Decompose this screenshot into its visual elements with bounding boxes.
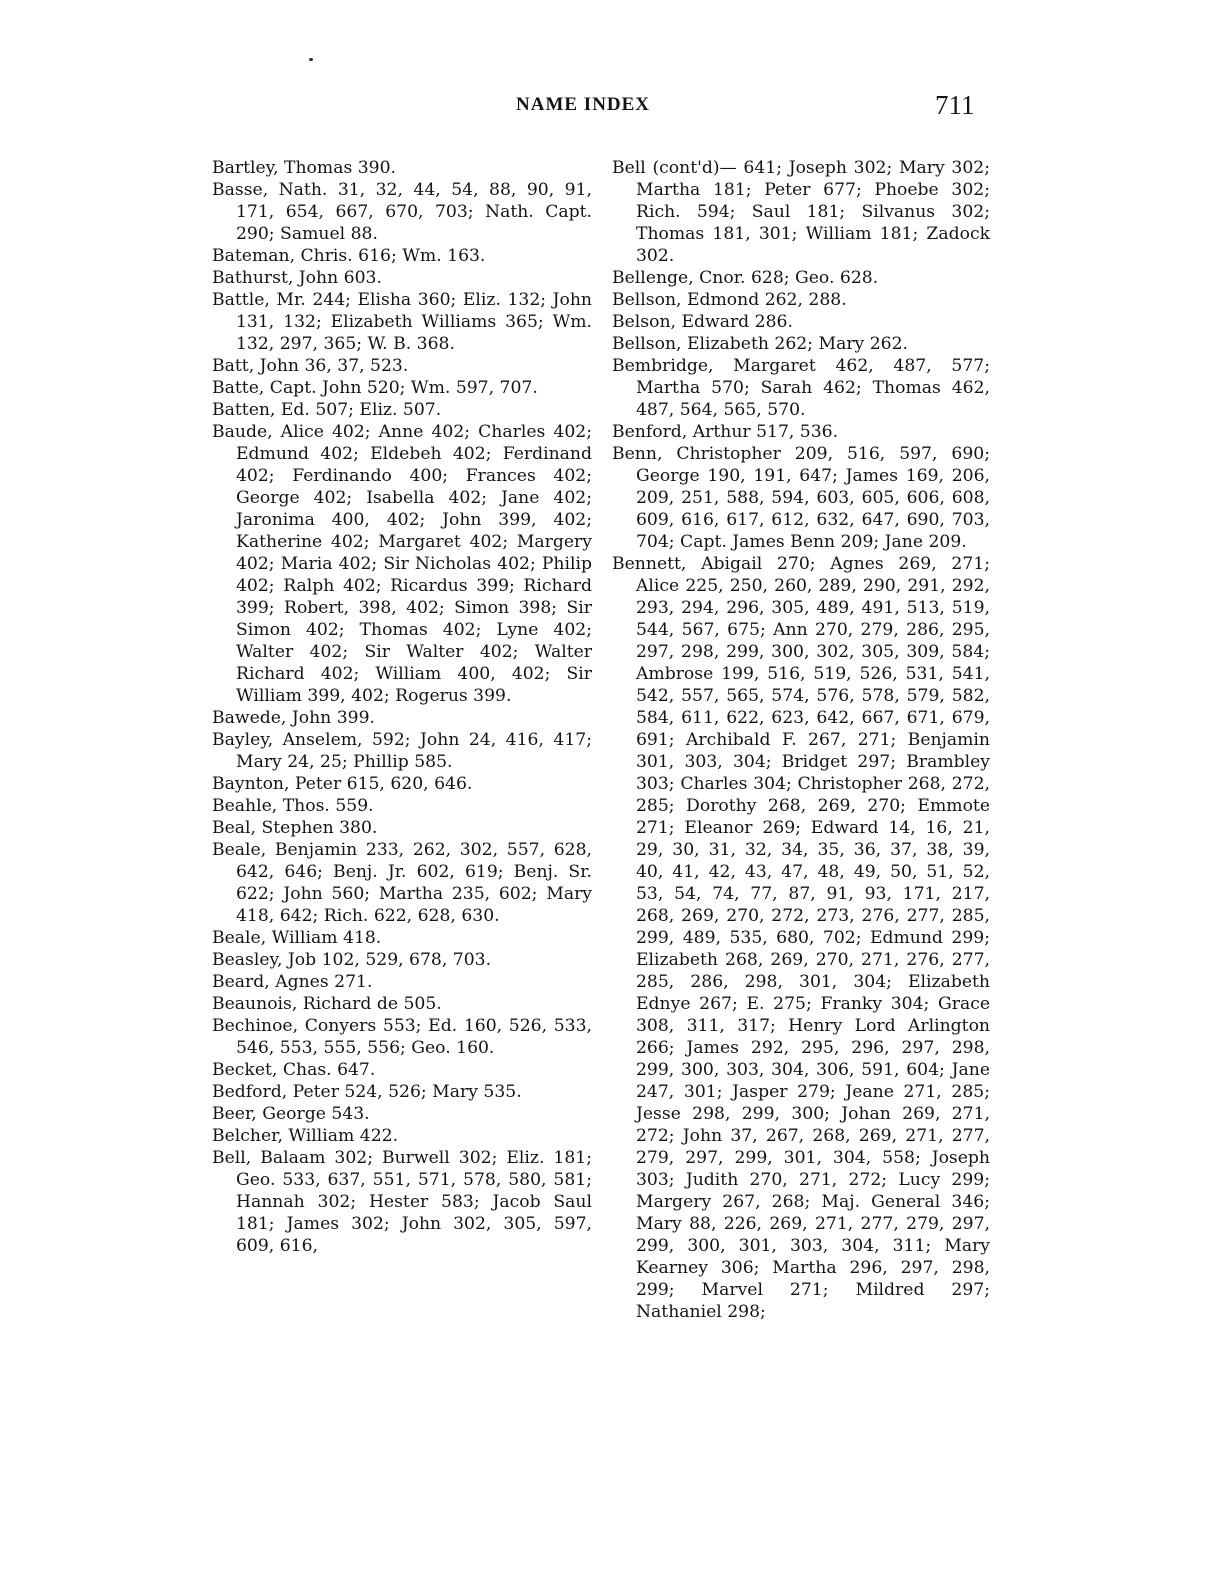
index-entry: Becket, Chas. 647. [212, 1060, 376, 1080]
right-index-column [612, 157, 990, 1323]
index-entry: Bechinoe, Conyers 553; Ed. 160, 526, 533, 546, 553, 555, 556; Geo. 160. [212, 1016, 592, 1058]
index-entry: Baynton, Peter 615, 620, 646. [212, 774, 473, 794]
index-entry: Beale, William 418. [212, 928, 382, 948]
index-entry: Bateman, Chris. 616; Wm. 163. [212, 246, 486, 266]
index-entry: Battle, Mr. 244; Elisha 360; Eliz. 132; John 131, 132; Elizabeth Williams 365; Wm. 132, 297, 365; W. B. 368. [212, 290, 592, 354]
index-entry: Belcher, William 422. [212, 1126, 399, 1146]
index-entry: Bawede, John 399. [212, 708, 375, 728]
index-entry: Bellson, Elizabeth 262; Mary 262. [612, 334, 908, 354]
index-entry: Bayley, Anselem, 592; John 24, 416, 417; Mary 24, 25; Phillip 585. [212, 730, 592, 772]
index-entry: Beard, Agnes 271. [212, 972, 373, 992]
index-entry: Bartley, Thomas 390. [212, 158, 397, 178]
index-entry: Bennett, Abigail 270; Agnes 269, 271; Alice 225, 250, 260, 289, 290, 291, 292, 293, 294, 296, 305, 489, 491, 513, 519, 544, 567, 675; Ann 270, 279, 286, 295, 297, 298, 299, 300, 302, 305, 309, 584; Ambrose 199, 516, 519, 526, 531, 541, 542, 557, 565, 574, 576, 578, 579, 582, 584, 611, 622, 623, 642, 667, 671, 679, 691; Archibald F. 267, 271; Benjamin 301, 303, 304; Bridget 297; Brambley 303; Charles 304; Christopher 268, 272, 285; Dorothy 268, 269, 270; Emmote 271; Eleanor 269; Edward 14, 16, 21, 29, 30, 31, 32, 34, 35, 36, 37, 38, 39, 40, 41, 42, 43, 47, 48, 49, 50, 51, 52, 53, 54, 74, 77, 87, 91, 93, 171, 217, 268, 269, 270, 272, 273, 276, 277, 285, 299, 489, 535, 680, 702; Edmund 299; Elizabeth 268, 269, 270, 271, 276, 277, 285, 286, 298, 301, 304; Elizabeth Ednye 267; E. 275; Franky 304; Grace 308, 311, 317; Henry Lord Arlington 266; James 292, 295, 296, 297, 298, 299, 300, 303, 304, 306, 591, 604; Jane 247, 301; Jasper 279; Jeane 271, 285; Jesse 298, 299, 300; Johan 269, 271, 272; John 37, 267, 268, 269, 271, 277, 279, 297, 299, 301, 304, 558; Joseph 303; Judith 270, 271, 272; Lucy 299; Margery 267, 268; Maj. General 346; Mary 88, 226, 269, 271, 277, 279, 297, 299, 300, 301, 303, 304, 311; Mary Kearney 306; Martha 296, 297, 298, 299; Marvel 271; Mildred 297; Nathaniel 298; [612, 554, 990, 1322]
index-entry: Beer, George 543. [212, 1104, 370, 1124]
index-entry: Batten, Ed. 507; Eliz. 507. [212, 400, 442, 420]
index-entry: Beasley, Job 102, 529, 678, 703. [212, 950, 492, 970]
index-entry: Batte, Capt. John 520; Wm. 597, 707. [212, 378, 538, 398]
page-number: 711 [935, 90, 975, 120]
index-entry: Bembridge, Margaret 462, 487, 577; Martha 570; Sarah 462; Thomas 462, 487, 564, 565, 570. [612, 356, 990, 420]
index-entry: Bellson, Edmond 262, 288. [612, 290, 847, 310]
running-title: NAME INDEX [516, 94, 651, 115]
index-entry: Bell (cont'd)— 641; Joseph 302; Mary 302; Martha 181; Peter 677; Phoebe 302; Rich. 594; Saul 181; Silvanus 302; Thomas 181, 301; William 181; Zadock 302. [612, 158, 990, 266]
print-speck [309, 58, 313, 61]
index-entry: Beal, Stephen 380. [212, 818, 378, 838]
index-entry: Basse, Nath. 31, 32, 44, 54, 88, 90, 91, 171, 654, 667, 670, 703; Nath. Capt. 290; Samuel 88. [212, 180, 592, 244]
index-entry: Bedford, Peter 524, 526; Mary 535. [212, 1082, 522, 1102]
index-entry: Beale, Benjamin 233, 262, 302, 557, 628, 642, 646; Benj. Jr. 602, 619; Benj. Sr. 622; John 560; Martha 235, 602; Mary 418, 642; Rich. 622, 628, 630. [212, 840, 592, 926]
index-entry: Benn, Christopher 209, 516, 597, 690; George 190, 191, 647; James 169, 206, 209, 251, 588, 594, 603, 605, 606, 608, 609, 616, 617, 612, 632, 647, 690, 703, 704; Capt. James Benn 209; Jane 209. [612, 444, 990, 552]
index-entry: Bathurst, John 603. [212, 268, 382, 288]
left-index-column [212, 157, 592, 1257]
index-entry: Baude, Alice 402; Anne 402; Charles 402; Edmund 402; Eldebeh 402; Ferdinand 402; Ferdinando 400; Frances 402; George 402; Isabella 402; Jane 402; Jaronima 400, 402; John 399, 402; Katherine 402; Margaret 402; Margery 402; Maria 402; Sir Nicholas 402; Philip 402; Ralph 402; Ricardus 399; Richard 399; Robert, 398, 402; Simon 398; Sir Simon 402; Thomas 402; Lyne 402; Walter 402; Sir Walter 402; Walter Richard 402; William 400, 402; Sir William 399, 402; Rogerus 399. [212, 422, 592, 706]
index-entry: Beaunois, Richard de 505. [212, 994, 442, 1014]
index-entry: Belson, Edward 286. [612, 312, 793, 332]
index-entry: Batt, John 36, 37, 523. [212, 356, 409, 376]
page-header [0, 88, 1224, 128]
index-entry: Beahle, Thos. 559. [212, 796, 374, 816]
index-entry: Benford, Arthur 517, 536. [612, 422, 839, 442]
index-entry: Bellenge, Cnor. 628; Geo. 628. [612, 268, 879, 288]
index-entry: Bell, Balaam 302; Burwell 302; Eliz. 181; Geo. 533, 637, 551, 571, 578, 580, 581; Hannah 302; Hester 583; Jacob Saul 181; James 302; John 302, 305, 597, 609, 616, [212, 1148, 592, 1256]
